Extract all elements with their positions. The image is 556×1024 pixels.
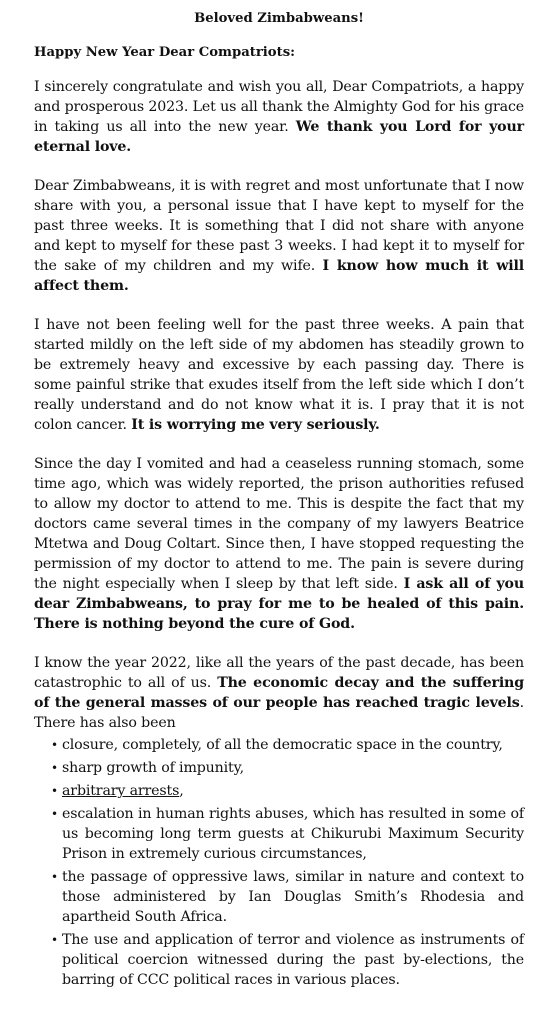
bullet-icon: •	[51, 784, 58, 798]
bullet-icon: •	[51, 738, 58, 752]
grievances-list	[34, 735, 524, 990]
list-item-text: sharp growth of impunity,	[62, 760, 244, 776]
paragraph-text: I know the year 2022, like all the years of the past decade, has been catastrophic to all of us.	[34, 655, 524, 691]
bullet-icon: •	[51, 807, 58, 821]
list-item	[51, 781, 524, 801]
list-item-text-underlined: arbitrary arrests	[62, 783, 180, 799]
paragraph-year-2022	[34, 653, 524, 733]
paragraph-bold-text: It is worrying me very seriously.	[131, 417, 380, 433]
paragraph-text: Since the day I vomited and had a ceaseless running stomach, some time ago, which was widely reported, the prison authorities refused to allow my doctor to attend to me. This is despite the fact that my doctors came several times in the company of my lawyers Beatrice Mtetwa and Doug Coltart. Since then, I have stopped requesting the permission of my doctor to attend to me. The pain is severe during the night especially when I sleep by that left side.	[34, 456, 524, 592]
list-item	[51, 758, 524, 778]
list-item-suffix: ,	[179, 783, 184, 799]
bullet-icon: •	[51, 870, 58, 884]
letter-title: Beloved Zimbabweans!	[194, 11, 364, 26]
paragraph-personal-issue	[34, 176, 524, 296]
paragraph-new-year-greeting	[34, 77, 524, 157]
paragraph-bold-text: I know how much it will affect them.	[34, 258, 524, 294]
list-item-text: escalation in human rights abuses, which has resulted in some of us becoming long term guests at Chikurubi Maximum Security Prison in extremely curious circumstances,	[62, 806, 524, 862]
bullet-icon: •	[51, 933, 58, 947]
list-item	[51, 735, 524, 755]
list-item-text: closure, completely, of all the democratic space in the country,	[62, 737, 503, 753]
paragraph-bold-text: The economic decay and the suffering of the general masses of our people has reached tragic levels	[34, 675, 524, 711]
list-item-text: The use and application of terror and violence as instruments of political coercion witnessed during the past by-elections, the barring of CCC political races in various places.	[62, 932, 524, 988]
list-item	[51, 867, 524, 927]
paragraph-prison-doctor	[34, 454, 524, 634]
paragraph-text: I have not been feeling well for the past three weeks. A pain that started mildly on the left side of my abdomen has steadily grown to be extremely heavy and excessive by each passing day. There is some painful strike that exudes itself from the left side which I don’t really understand and do not know what it is. I pray that it is not colon cancer.	[34, 317, 524, 433]
paragraph-bold-text: We thank you Lord for your eternal love.	[34, 119, 524, 155]
paragraph-bold-text: I ask all of you dear Zimbabweans, to pray for me to be healed of this pain. There is nothing beyond the cure of God.	[34, 576, 524, 632]
list-item	[51, 930, 524, 990]
list-item	[51, 804, 524, 864]
letter-salutation: Happy New Year Dear Compatriots:	[34, 45, 295, 60]
paragraph-health-condition	[34, 315, 524, 435]
paragraph-text: I sincerely congratulate and wish you all, Dear Compatriots, a happy and prosperous 2023. Let us all thank the Almighty God for his grace in taking us all into the new year.	[34, 79, 524, 135]
list-item-text: the passage of oppressive laws, similar in nature and context to those administered by Ian Douglas Smith’s Rhodesia and apartheid South Africa.	[62, 869, 524, 925]
paragraph-text-after: . There has also been	[34, 695, 524, 731]
paragraph-text: Dear Zimbabweans, it is with regret and most unfortunate that I now share with you, a personal issue that I have kept to myself for the past three weeks. It is something that I did not share with anyone and kept to myself for these past 3 weeks. I had kept it to myself for the sake of my children and my wife.	[34, 178, 524, 274]
bullet-icon: •	[51, 761, 58, 775]
